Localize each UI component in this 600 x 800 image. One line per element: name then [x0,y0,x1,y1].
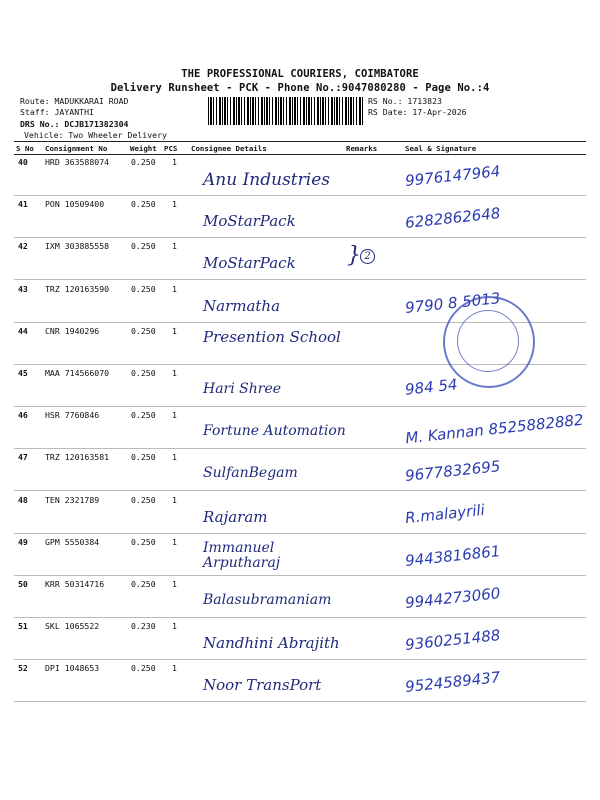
row-pcs: 1 [172,199,177,209]
rs-date: RS Date: 17-Apr-2026 [368,107,467,117]
row-consignee-handwritten: Anu Industries [203,170,330,190]
row-weight: 0.250 [131,495,156,505]
row-weight: 0.250 [131,452,156,462]
col-consignment: Consignment No [45,144,108,153]
row-weight: 0.250 [131,326,156,336]
row-pcs: 1 [172,410,177,420]
row-consignment-no: PON 10509400 [45,199,105,209]
row-separator [14,575,586,576]
row-consignment-no: HRD 363588074 [45,157,110,167]
row-consignment-no: TRZ 120163590 [45,284,110,294]
row-seal-signature: 9524589437 [404,668,502,696]
row-weight: 0.250 [131,157,156,167]
col-remarks: Remarks [346,144,378,153]
row-separator [14,659,586,660]
row-consignee-handwritten: MoStarPack [203,254,296,272]
row-seal-signature: 9443816861 [404,542,502,570]
row-separator [14,533,586,534]
row-pcs: 1 [172,241,177,251]
row-separator [14,237,586,238]
row-sno: 41 [18,199,28,209]
row-consignment-no: IXM 303885558 [45,241,110,251]
row-seal-signature: 9944273060 [404,584,502,612]
row-consignee-handwritten: Presention School [203,328,341,346]
row-sno: 47 [18,452,28,462]
row-pcs: 1 [172,157,177,167]
company-title: THE PROFESSIONAL COURIERS, COIMBATORE [181,68,419,80]
row-sno: 52 [18,663,28,673]
row-separator [14,701,586,702]
vehicle-label: Vehicle: Two Wheeler Delivery [24,130,167,140]
row-sno: 43 [18,284,28,294]
row-consignee-handwritten: Fortune Automation [203,423,346,439]
row-consignment-no: MAA 714566070 [45,368,110,378]
row-seal-signature: R.malayrili [404,500,486,528]
row-weight: 0.250 [131,410,156,420]
row-weight: 0.250 [131,241,156,251]
row-consignment-no: TRZ 120163581 [45,452,110,462]
row-pcs: 1 [172,368,177,378]
row-weight: 0.230 [131,621,156,631]
row-seal-signature: 9360251488 [404,626,502,654]
row-consignment-no: DPI 1048653 [45,663,100,673]
circled-note: 2 [360,249,375,264]
row-separator [14,279,586,280]
curly-brace-mark: } [347,243,361,268]
staff-label: Staff: JAYANTHI [20,107,94,117]
row-weight: 0.250 [131,663,156,673]
row-weight: 0.250 [131,368,156,378]
col-weight: Weight [130,144,157,153]
row-sno: 51 [18,621,28,631]
row-consignee-handwritten: Hari Shree [203,381,282,397]
row-consignee-handwritten: SulfanBegam [203,465,298,481]
row-seal-signature: 984 54 [404,375,459,399]
row-consignee-handwritten: Nandhini Abrajith [203,634,340,652]
row-separator [14,195,586,196]
row-pcs: 1 [172,284,177,294]
row-sno: 40 [18,157,28,167]
row-sno: 49 [18,537,28,547]
row-sno: 46 [18,410,28,420]
row-pcs: 1 [172,495,177,505]
row-separator [14,448,586,449]
row-sno: 45 [18,368,28,378]
row-sno: 50 [18,579,28,589]
barcode [208,97,364,125]
row-pcs: 1 [172,326,177,336]
row-consignment-no: TEN 2321789 [45,495,100,505]
runsheet-subtitle: Delivery Runsheet - PCK - Phone No.:9047080280 - Page No.:4 [110,82,490,94]
row-seal-signature: M. Kannan 8525882882 [404,410,585,448]
rs-number: RS No.: 1713823 [368,96,442,106]
header-top-rule [14,141,586,142]
drs-label: DRS No.: DCJB171382304 [20,119,129,129]
row-consignment-no: SKL 1065522 [45,621,100,631]
seal-stamp-inner [457,310,519,372]
row-consignment-no: HSR 7760846 [45,410,100,420]
col-sno: S No [16,144,34,153]
col-pcs: PCS [164,144,178,153]
row-consignee-handwritten: Narmatha [203,297,281,315]
row-consignee-handwritten: Immanuel Arputharaj [203,540,281,571]
row-separator [14,617,586,618]
col-consignee: Consignee Details [191,144,267,153]
row-separator [14,490,586,491]
row-weight: 0.250 [131,579,156,589]
row-consignment-no: KRR 50314716 [45,579,105,589]
row-pcs: 1 [172,663,177,673]
row-consignee-handwritten: Noor TransPort [203,676,322,694]
row-consignee-handwritten: Balasubramaniam [203,592,332,608]
row-weight: 0.250 [131,199,156,209]
row-consignee-handwritten: Rajaram [203,508,268,526]
header-bottom-rule [14,154,586,155]
row-pcs: 1 [172,579,177,589]
row-sno: 44 [18,326,28,336]
row-consignment-no: CNR 1940296 [45,326,100,336]
row-separator [14,406,586,407]
row-pcs: 1 [172,452,177,462]
row-seal-signature: 9976147964 [404,162,502,190]
row-weight: 0.250 [131,284,156,294]
row-weight: 0.250 [131,537,156,547]
row-consignee-handwritten: MoStarPack [203,212,296,230]
row-seal-signature: 6282862648 [404,204,502,232]
col-seal: Seal & Signature [405,144,477,153]
row-pcs: 1 [172,621,177,631]
row-seal-signature: 9677832695 [404,457,502,485]
row-consignment-no: GPM 5550384 [45,537,100,547]
row-sno: 42 [18,241,28,251]
row-seal-signature: 9790 8 5013 [404,289,502,317]
route-label: Route: MADUKKARAI ROAD [20,96,129,106]
row-sno: 48 [18,495,28,505]
row-pcs: 1 [172,537,177,547]
